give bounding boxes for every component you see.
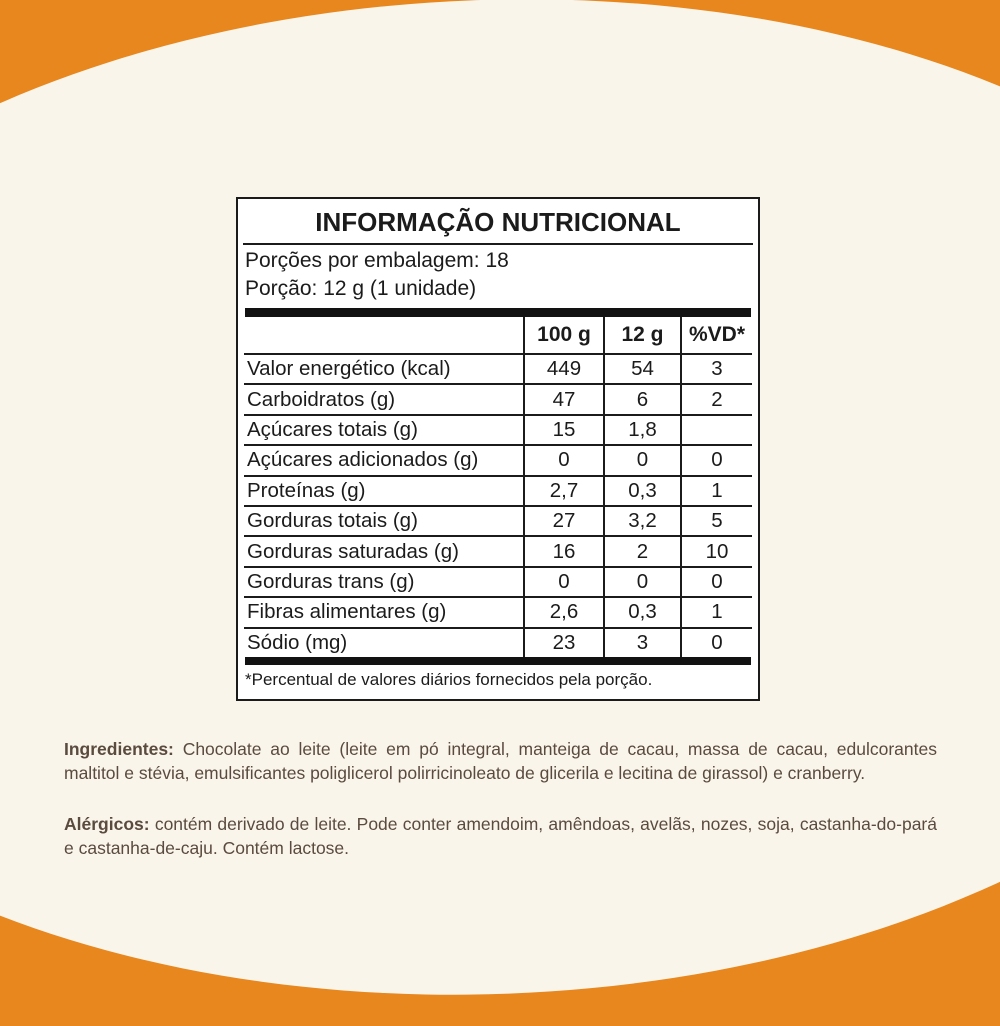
- ingredients-paragraph: [64, 737, 937, 785]
- table-row: [244, 353, 752, 383]
- ingredients-label: Ingredientes:: [64, 739, 174, 759]
- nutrient-label: Sódio (mg): [244, 629, 525, 657]
- allergens-label: Alérgicos:: [64, 814, 150, 834]
- value-per-100g: 27: [525, 507, 605, 535]
- value-vd: 0: [711, 630, 723, 654]
- value-per-12g: 0: [605, 568, 682, 596]
- value-per-12g: 3,2: [605, 507, 682, 535]
- value-per-12g: 1,8: [605, 416, 682, 444]
- value-per-100g: 15: [525, 416, 605, 444]
- value-per-100g: 16: [525, 537, 605, 565]
- header-per-12g: 12 g: [605, 317, 682, 353]
- nutrient-label: Gorduras trans (g): [244, 568, 525, 596]
- nutrient-label: Proteínas (g): [244, 477, 525, 505]
- value-per-100g: 2,7: [525, 477, 605, 505]
- nutrient-label: Açúcares adicionados (g): [244, 446, 525, 474]
- table-row: [244, 414, 752, 444]
- vd-footnote: *Percentual de valores diários fornecidos pela porção.: [245, 669, 653, 689]
- header-nutrient-column: [244, 317, 525, 353]
- nutrient-label: Carboidratos (g): [244, 385, 525, 413]
- header-per-100g: 100 g: [525, 317, 605, 353]
- value-vd: 2: [711, 387, 723, 411]
- ingredients-text: Chocolate ao leite (leite em pó integral, manteiga de cacau, massa de cacau, edulcorantes maltitol e stévia, emulsificantes poliglicerol polirricinoleato de glicerila e lecitina de girassol) e cranberry.: [64, 739, 937, 783]
- table-row: [244, 444, 752, 474]
- value-per-100g: 23: [525, 629, 605, 657]
- table-header-row: [244, 317, 752, 353]
- nutrition-table: [244, 317, 752, 657]
- value-vd: 3: [711, 357, 723, 381]
- value-per-100g: 0: [525, 446, 605, 474]
- table-row: [244, 596, 752, 626]
- thick-divider-bottom: [245, 657, 751, 665]
- serving-size: Porção: 12 g (1 unidade): [245, 277, 477, 300]
- label-paragraphs: [64, 737, 937, 860]
- value-vd: 1: [711, 478, 723, 502]
- value-vd: [682, 416, 752, 444]
- panel-title: INFORMAÇÃO NUTRICIONAL: [315, 207, 681, 237]
- value-per-100g: 47: [525, 385, 605, 413]
- header-vd-percent: %VD*: [688, 323, 746, 346]
- value-vd: 10: [705, 539, 729, 563]
- value-per-12g: 3: [605, 629, 682, 657]
- nutrient-label: Gorduras totais (g): [244, 507, 525, 535]
- table-row: [244, 383, 752, 413]
- nutrient-label: Fibras alimentares (g): [244, 598, 525, 626]
- nutrient-label: Gorduras saturadas (g): [244, 537, 525, 565]
- table-row: [244, 505, 752, 535]
- value-per-12g: 0: [605, 446, 682, 474]
- value-per-12g: 54: [605, 355, 682, 383]
- value-per-100g: 2,6: [525, 598, 605, 626]
- serving-info: [238, 245, 758, 308]
- servings-per-pack: Porções por embalagem: 18: [245, 249, 509, 272]
- table-row: [244, 475, 752, 505]
- value-vd: 0: [711, 569, 723, 593]
- value-per-12g: 2: [605, 537, 682, 565]
- table-row: [244, 627, 752, 657]
- value-per-12g: 6: [605, 385, 682, 413]
- table-row: [244, 566, 752, 596]
- value-per-12g: 0,3: [605, 598, 682, 626]
- value-per-12g: 0,3: [605, 477, 682, 505]
- value-vd: 1: [711, 600, 723, 624]
- nutrient-label: Valor energético (kcal): [244, 355, 525, 383]
- value-per-100g: 0: [525, 568, 605, 596]
- thick-divider-top: [245, 308, 751, 317]
- nutrient-label: Açúcares totais (g): [244, 416, 525, 444]
- allergens-paragraph: [64, 812, 937, 860]
- allergens-text: contém derivado de leite. Pode conter amendoim, amêndoas, avelãs, nozes, soja, castanha-do-pará e castanha-de-caju. Contém lactose.: [64, 814, 937, 858]
- table-row: [244, 535, 752, 565]
- value-vd: 5: [711, 509, 723, 533]
- value-vd: 0: [711, 448, 723, 472]
- nutrition-facts-panel: [236, 197, 760, 701]
- value-per-100g: 449: [525, 355, 605, 383]
